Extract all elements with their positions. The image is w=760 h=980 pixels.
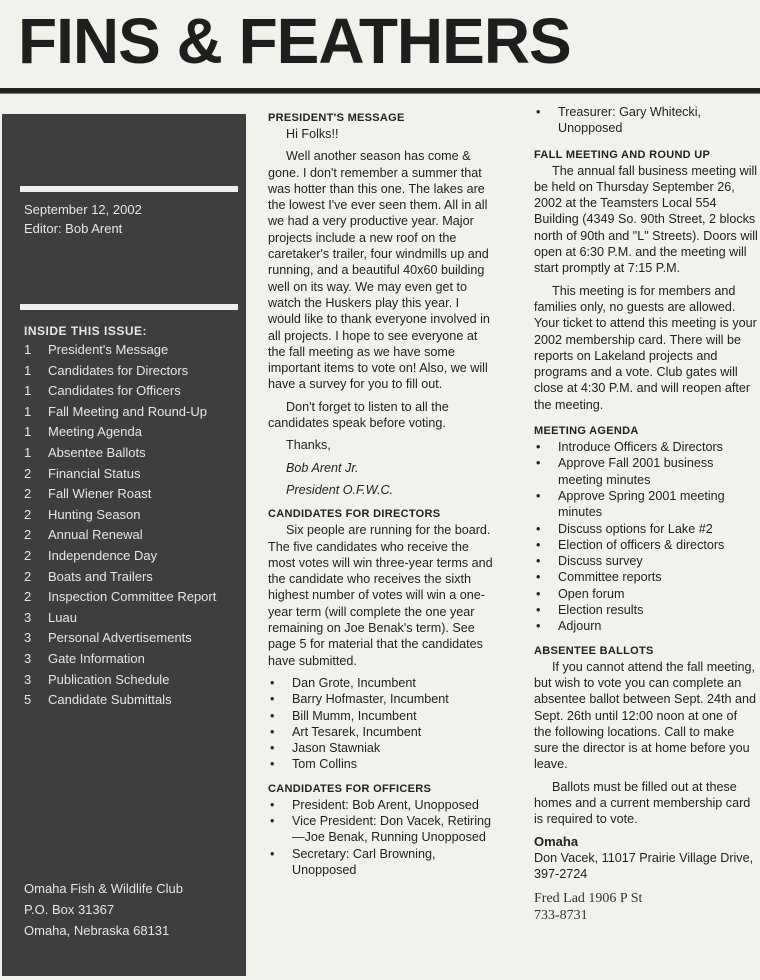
list-item: • Approve Spring 2001 meeting minutes (534, 488, 758, 521)
toc-title: Annual Renewal (48, 527, 143, 543)
toc-heading: INSIDE THIS ISSUE: (24, 324, 148, 338)
sidebar (2, 114, 246, 976)
toc-page: 2 (24, 527, 32, 543)
toc-title: Luau (48, 609, 77, 625)
toc-page: 1 (24, 342, 32, 357)
club-name: Omaha Fish & Wildlife Club (24, 881, 183, 896)
toc-page: 3 (24, 671, 32, 687)
toc-title: Personal Advertisements (48, 630, 192, 646)
absentee-heading: ABSENTEE BALLOTS (534, 644, 654, 657)
officers-list-continued (534, 104, 758, 137)
list-item: • Open forum (534, 586, 758, 602)
absentee-body-2: Ballots must be filled out at these homes and a current membership card is required to vote. (534, 779, 751, 827)
club-city: Omaha, Nebraska 68131 (24, 923, 170, 938)
toc-item (24, 527, 242, 548)
toc-title: Financial Status (48, 465, 141, 481)
toc-title: Fall Meeting and Round-Up (48, 403, 207, 419)
list-item: • Committee reports (534, 569, 758, 585)
toc-page: 3 (24, 630, 32, 646)
toc-item (24, 507, 242, 528)
sidebar-divider (20, 304, 238, 310)
toc-page: 5 (24, 692, 32, 708)
president-signature: Bob Arent Jr. (286, 460, 359, 475)
toc-page: 3 (24, 650, 32, 666)
sidebar-divider (20, 186, 238, 192)
toc-page: 2 (24, 568, 32, 584)
list-item: • Vice President: Don Vacek, Retiring—Joe Benak, Running Unopposed (268, 813, 494, 846)
column-middle (268, 112, 494, 878)
list-item: • Art Tesarek, Incumbent (268, 724, 494, 740)
toc-item (24, 404, 242, 425)
list-item: • Tom Collins (268, 756, 494, 772)
column-right (534, 104, 758, 924)
toc-page: 2 (24, 589, 32, 605)
toc-page: 3 (24, 609, 32, 625)
list-item: • Election of officers & directors (534, 537, 758, 553)
list-item: • Election results (534, 602, 758, 618)
toc-page: 2 (24, 465, 32, 481)
toc-item (24, 486, 242, 507)
toc-page: 2 (24, 547, 32, 563)
club-po-box: P.O. Box 31367 (24, 902, 115, 917)
directors-body: Six people are running for the board. The five candidates who receive the most votes will win three-year terms and the candidate who receives the sixth highest number of votes will win a one-year term (will complete the one year remaining on Joe Benak's term). See page 5 for material that the candidates have submitted. (268, 523, 493, 668)
toc-title: Publication Schedule (48, 671, 170, 687)
toc-title: Meeting Agenda (48, 424, 142, 440)
agenda-heading: MEETING AGENDA (534, 425, 639, 438)
toc-page: 1 (24, 444, 32, 460)
toc-title: Candidates for Officers (48, 383, 181, 399)
list-item: • Adjourn (534, 618, 758, 634)
toc-title: Hunting Season (48, 506, 141, 522)
toc-title: Boats and Trailers (48, 568, 153, 584)
toc-title: Fall Wiener Roast (48, 486, 152, 502)
list-item: • Secretary: Carl Browning, Unopposed (268, 846, 494, 879)
list-item: • Discuss survey (534, 553, 758, 569)
toc-page: 2 (24, 486, 32, 502)
toc-item (24, 610, 242, 631)
handwritten-phone: 733-8731 (534, 908, 588, 924)
officers-list (268, 797, 494, 878)
toc-page: 1 (24, 383, 32, 399)
toc-item (24, 445, 242, 466)
list-item: • Jason Stawniak (268, 740, 494, 756)
toc-page: 1 (24, 362, 32, 378)
list-item: • Barry Hofmaster, Incumbent (268, 691, 494, 707)
directors-list (268, 675, 494, 773)
toc-item (24, 692, 242, 713)
list-item: • Approve Fall 2001 business meeting minutes (534, 455, 758, 488)
president-greeting: Hi Folks!! (286, 127, 339, 141)
fall-meeting-body-2: This meeting is for members and families only, no guests are allowed. Your ticket to attend this meeting is your 2002 membership card. There will be reports on Lakeland projects and programs and a vote. Club gates will close at 4:30 P.M. and will reopen after the meeting. (534, 283, 757, 412)
editor-line: Editor: Bob Arent (24, 221, 123, 236)
toc-title: Candidates for Directors (48, 362, 189, 378)
toc-item (24, 630, 242, 651)
table-of-contents (24, 342, 242, 713)
list-item: • Discuss options for Lake #2 (534, 521, 758, 537)
toc-item (24, 569, 242, 590)
fall-meeting-body: The annual fall business meeting will be held on Thursday September 26, 2002 at the Teamsters Local 554 Building (4349 So. 90th Street, 2 blocks north of 90th and "L" Streets). Doors will open at 6:30 P.M. and the meeting will start promptly at 7:15 P.M. (534, 163, 758, 276)
list-item: • Dan Grote, Incumbent (268, 675, 494, 691)
president-title: President O.F.W.C. (286, 482, 394, 497)
toc-title: Candidate Submittals (48, 692, 172, 708)
toc-item (24, 363, 242, 384)
toc-item (24, 424, 242, 445)
president-thanks: Thanks, (286, 438, 331, 453)
president-heading: PRESIDENT'S MESSAGE (268, 112, 405, 124)
toc-item (24, 672, 242, 693)
toc-item (24, 466, 242, 487)
list-item: • Bill Mumm, Incumbent (268, 708, 494, 724)
toc-title: President's Message (48, 342, 169, 357)
list-item: • Introduce Officers & Directors (534, 439, 758, 455)
club-address (24, 878, 183, 941)
president-body: Well another season has come & gone. I don't remember a summer that was hotter than this one. The lakes are the lowest I've ever seen them. All in all we had a very productive year. Major projects include a new roof on the caretaker's trailer, four windmills up and running, and a beautiful 40x60 building well on its way. We may even get to watch the Huskers play this year. I would like to thank everyone involved in all projects. I hope to see everyone at the fall meeting as we have some important items to vote on! Also, we will have a survey for you to fill out. (268, 149, 490, 392)
officers-heading: CANDIDATES FOR OFFICERS (268, 782, 432, 795)
toc-title: Gate Information (48, 650, 145, 666)
toc-page: 2 (24, 506, 32, 522)
masthead-rule (0, 88, 760, 94)
toc-title: Independence Day (48, 547, 158, 563)
toc-item (24, 651, 242, 672)
agenda-list (534, 439, 758, 635)
newsletter-title: FINS & FEATHERS (18, 5, 571, 77)
toc-item (24, 342, 242, 363)
toc-page: 1 (24, 424, 32, 440)
list-item: • President: Bob Arent, Unopposed (268, 797, 494, 813)
directors-heading: CANDIDATES FOR DIRECTORS (268, 508, 441, 521)
toc-page: 1 (24, 403, 32, 419)
president-reminder: Don't forget to listen to all the candidates speak before voting. (268, 399, 449, 431)
toc-item (24, 383, 242, 404)
masthead (0, 0, 760, 96)
absentee-body: If you cannot attend the fall meeting, but wish to vote you can complete an absentee ballot between Sept. 24th and Sept. 26th until 12:00 noon at one of the following locations. Call to make sure the director is at home before you leave. (534, 659, 756, 772)
toc-title: Inspection Committee Report (48, 589, 217, 605)
toc-item (24, 589, 242, 610)
handwritten-location: Fred Lad 1906 P St (534, 891, 643, 907)
fall-meeting-heading: FALL MEETING AND ROUND UP (534, 148, 711, 161)
toc-item (24, 548, 242, 569)
absentee-city: Omaha (534, 833, 579, 849)
list-item: • Treasurer: Gary Whitecki, Unopposed (534, 104, 758, 137)
toc-title: Absentee Ballots (48, 444, 146, 460)
issue-date: September 12, 2002 (24, 202, 142, 217)
absentee-location: Don Vacek, 11017 Prairie Village Drive, 397-2724 (534, 850, 754, 882)
